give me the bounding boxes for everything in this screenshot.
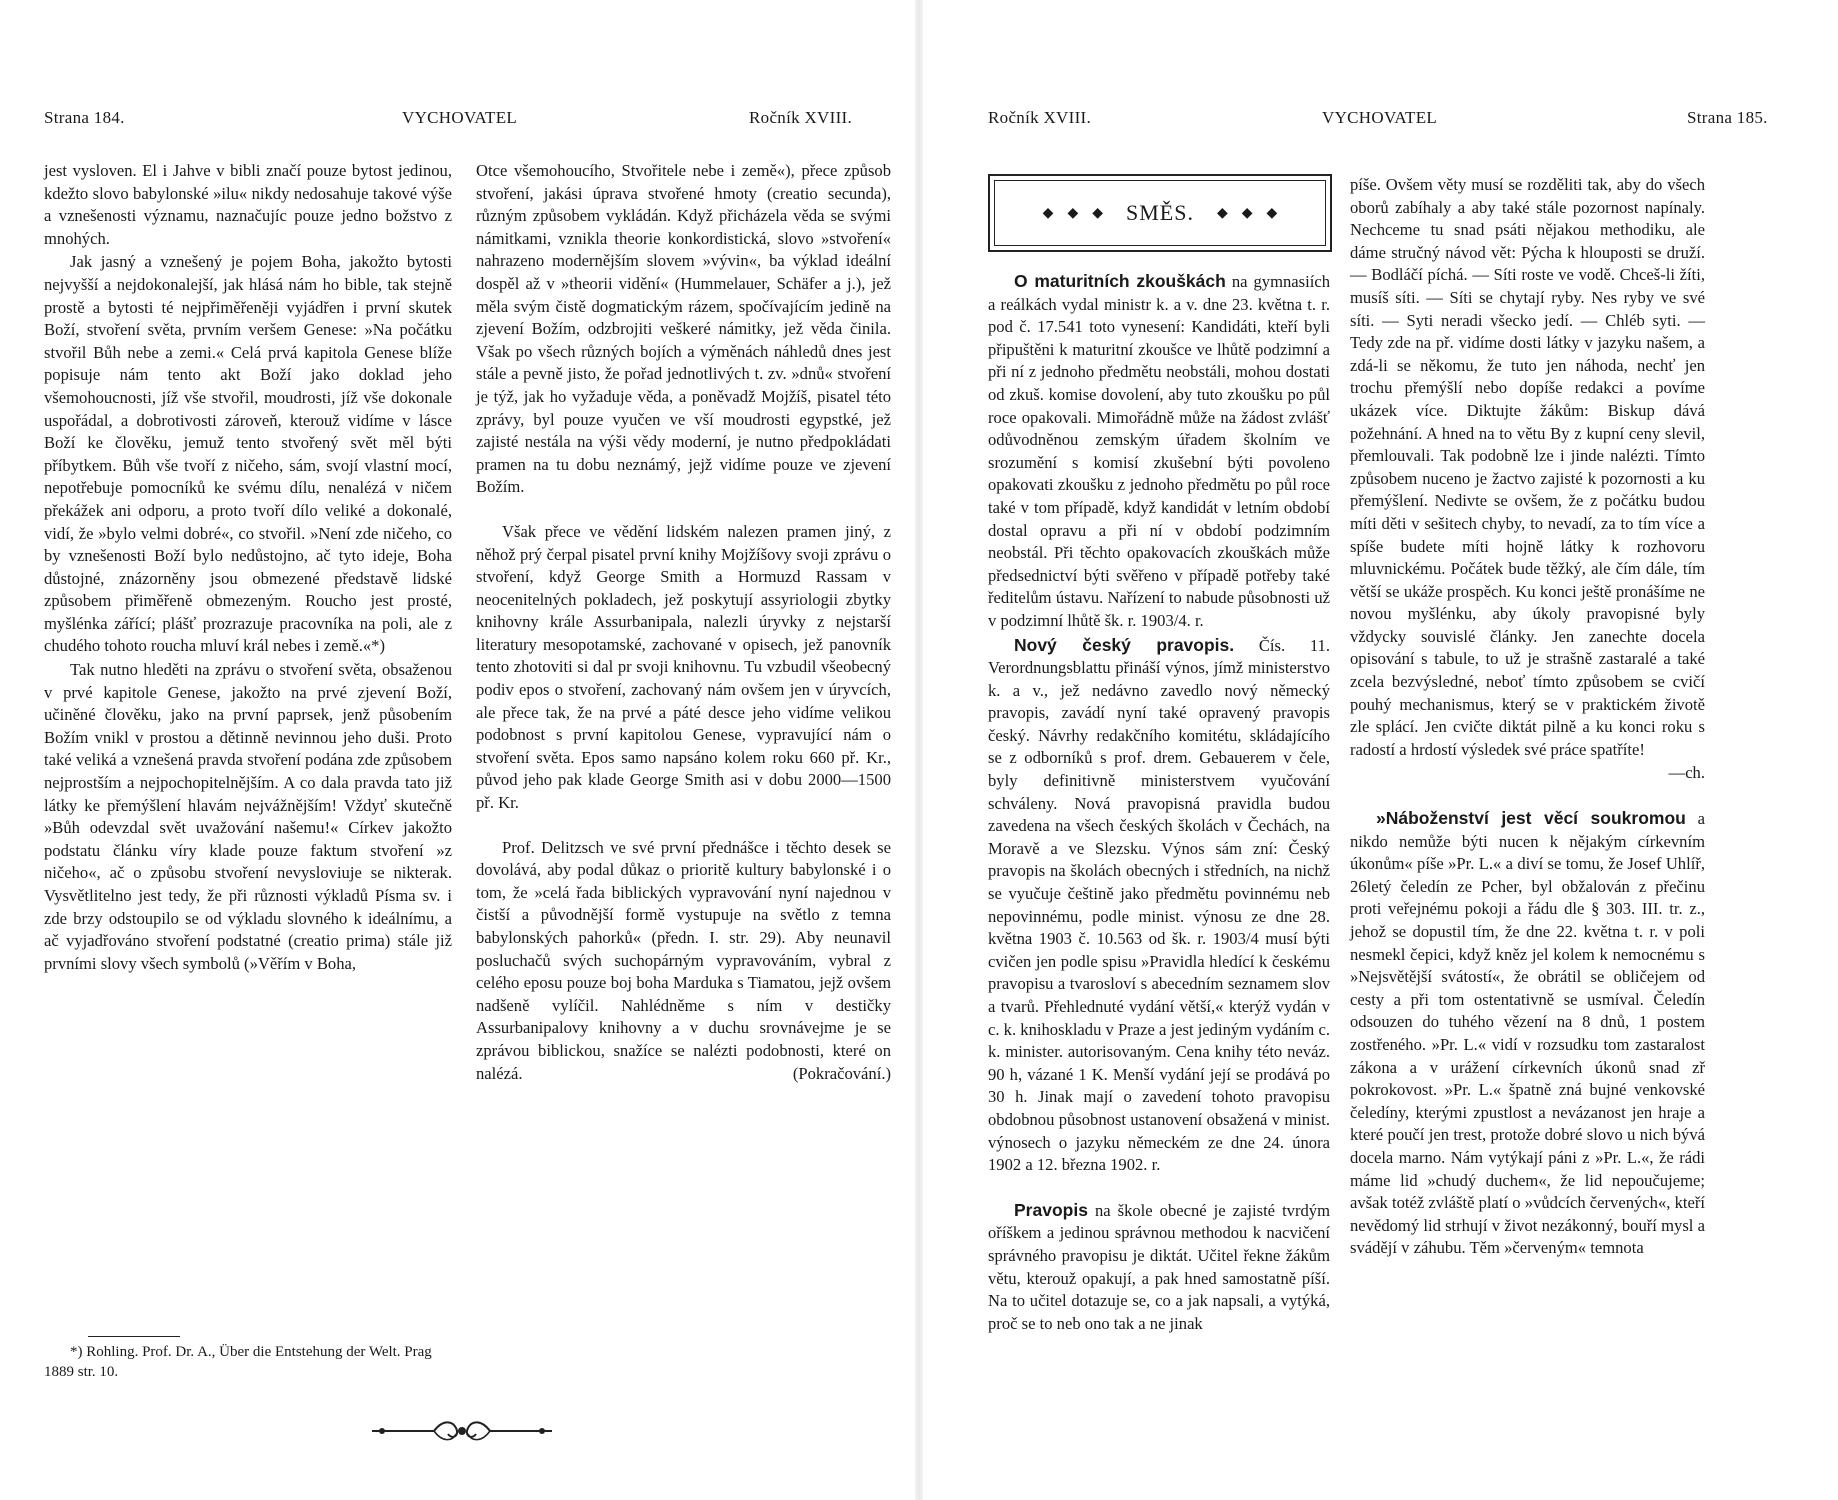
paragraph bbox=[1350, 807, 1705, 1260]
diamond-ornament-icon: ◆ bbox=[1216, 205, 1228, 221]
paragraph-text: na gymnasiích a reálkách vydal ministr k. a v. dne 23. května t. r. pod č. 17.541 toto vynesení: Kandidáti, kteří byli připuštěni k maturitní zkoušce ve lhůtě podzimní a při ní z jednoho předmětu neobstáli, mohou dostati od zkuš. komise dovolení, aby tuto zkoušku po půl roce opakovali. Mimořádně může na žádost zvlášť odůvodněnou zemským úřadem školním ve srozumění s komisí zkušební býti povoleno opakovati zkoušku z jednoho předmětu po půl roce také v tom případě, když kandidát v letním období dostal opravu a při ní v období podzimním neobstál. Při těchto opakovacích zkouškách může předsednictví býti svěřeno v případě potřeby také ředitelům ústavu. Nařízení to nabude působnosti už v podzimní lhůtě šk. r. 1903/4. r. bbox=[988, 272, 1331, 630]
paragraph: Otce všemohoucího, Stvořitele nebe i země«), přece způsob stvoření, jakási úprava stvořené hmoty (creatio secunda), různým způsobem vykládán. Když přicházela věda se svými námitkami, vznikla theorie konkordistická, slovo »stvoření« nahrazeno modernějším slovem »vývin«, ba výklad ideální dospěl až v »theorii vidění« (Hummelauer, Schäfer a j.), jež měla svým čistě dogmatickým rázem, spočívajícím jedině na zjevení Božím, odzbrojiti veškeré námitky, jež věda činila. Však po všech různých bojích a výměnách náhledů dnes jest stále a pevně jisto, že pořad jednotlivých t. zv. »dnů« stvoření je týž, jak ho vyžaduje věda, a poněvadž Mojžíš, pisatel této zprávy, byl pouze vyučen ve vší moudrosti egypstké, jež zajisté nestála na výši vědy moderní, je nutno předpokládati pramen na tu dobu neznámý, jejž vidíme pouze ve zjevení Božím. bbox=[476, 161, 891, 497]
right-column-1 bbox=[988, 270, 1330, 1335]
page-number-right: Strana 185. bbox=[1687, 108, 1768, 127]
journal-title-left: VYCHOVATEL bbox=[402, 108, 518, 127]
paragraph-text: a nikdo nemůže býti nucen k nějakým církevním úkonům« píše »Pr. L.« a diví se tomu, že Josef Uhlíř, 26letý čeledín ze Pcher, byl obžalován z přečinu proti veřejnému pokoji a řádu dle § 303. III. tr. z., jehož se dopustil tím, že dne 22. května t. r. v poli nesmekl čepici, když kněz jel kolem k nemocnému s »Nejsvětější svátostí«, že obrátil se obličejem od cesty a při tom ostentativně se usmíval. Čeledín odsouzen do tuhého vězení na 8 dnů, 1 postem zostřeného. »Pr. L.« vidí v rozsudku tom zastaralost zákona a v urážení církevních úkonů snad zř pokrokovost. »Pr. L.« špatně zná bujné venkovské čeledíny, kterými zpustlost a nevázanost jen hraje a které poučí jen trest, protože dobré slovo u nich bývá docela marno. Nám vytýkají páni z »Pr. L.«, že rádi máme lid »chudý duchem«, že lid nepoučujeme; avšak totéž zvláště platí o »vůdcích červených«, kteří nevědomý lid strhují v život nezákonný, bouří mysl a svádějí v záhubu. Těm »červeným« temnota bbox=[1350, 809, 1706, 1258]
section-header-inner bbox=[994, 180, 1326, 246]
author-signature: —ch. bbox=[1668, 763, 1705, 783]
section-title: SMĚS. bbox=[1126, 200, 1194, 225]
volume-right: Ročník XVIII. bbox=[988, 108, 1092, 127]
footnote-text: *) Rohling. Prof. Dr. A., Über die Entstehung der Welt. Prag 1889 str. 10. bbox=[44, 1344, 432, 1380]
paragraph bbox=[988, 634, 1330, 1177]
footnote-rule bbox=[88, 1336, 180, 1337]
diamond-ornament-icon: ◆ bbox=[1241, 205, 1253, 221]
continued-note: (Pokračování.) bbox=[792, 1063, 891, 1083]
paragraph-text: Čís. 11. Verordnungsblattu přináší výnos, jímž ministerstvo k. a v., jež nedávno zavedlo nový německý pravopis, zavádí nyní také opravený pravopis český. Návrhy redakčního komitétu, skládajícího se z odborníků s prof. drem. Gebauerem v čele, byly definitivně ministerstvem vyučování schváleny. Nová pravopisná pravidla budou zavedena na všech českých školách v Čechách, na Moravě a ve Slezsku. Výnos sám zní: Český pravopis na školách obecných i středních, na nichž se vyučuje češtině jako předmětu povinnému neb nepovinnému, podle minist. výnosu ze dne 28. května 1903 č. 10.563 od šk. r. 1903/4 musí býti cvičen jen podle spisu »Pravidla hledící k českému pravopisu a tvarosloví s abecedním seznamem slov a tvarů. Přehlednuté vydání větší,« kterýž vydán v c. k. knihoskladu v Praze a jest jediným vydáním c. k. minister. autorisovaným. Cena knihy této neváz. 90 h, vázané 1 K. Menší vydání její se prodává po 30 h. Jinak mají o zavedení tohoto pravopisu obdobnou působnost ustanovení obsažená v minist. výnosech o jazyku německém ze dne 24. února 1902 a 12. března 1902. r. bbox=[988, 635, 1330, 1175]
paragraph-lead: »Náboženství jest věcí soukromou bbox=[1376, 808, 1686, 829]
paragraph-lead: Pravopis bbox=[1014, 1199, 1088, 1220]
volume-left: Ročník XVIII. bbox=[749, 108, 853, 127]
paragraph bbox=[988, 1199, 1330, 1336]
diamond-ornament-icon: ◆ bbox=[1092, 205, 1103, 221]
paragraph-lead: O maturitních zkouškách bbox=[1014, 271, 1226, 291]
paragraph bbox=[476, 837, 891, 1086]
paragraph-text: Prof. Delitzsch ve své první přednášce i těchto desek se dovolává, aby podal důkaz o prioritě kultury babylonské i o tom, že »celá řada biblických vypravování nyní najednou v čistší a původnější formě vystupuje na světlo z temna babylonských pahorků« (předn. I. str. 29). Aby neunavil posluchačů svých suchopárným vypravováním, vybral z celého eposu pouze boj boha Marduka s Tiamatou, jejž ovšem nadšeně vylíčil. Nahlédněme s ním v destičky Assurbanipalovy knihovny a v duchu srovnávejme je se zprávou biblickou, snažíce se nalézti podobnosti, které on nalézá. bbox=[476, 837, 891, 1083]
diamond-ornament-icon: ◆ bbox=[1067, 205, 1079, 221]
paragraph: Tak nutno hleděti na zprávu o stvoření světa, obsaženou v prvé kapitole Genese, jakožto na prvé zjevení Boží, učiněné člověku, jako na první paprsek, jenž působením Božím vnikl v prostou a dětinně nevinnou jeho duši. Proto také veliká a vznešená pravda stvoření podána zde způsobem nejprostším a nejpochopitelnějším. A co dala pravda tato již látky ke přemýšlení hlavám nejvážnějším! Vždyť skutečně »Bůh odevzdal svět uvažování našemu!« Církev jakožto podstatu článku víry klade pouze faktum stvoření »z ničeho«, ač o způsobu stvoření nevysloviuje se nikterak. Vysvětlitelno jest tedy, že při různosti výkladů Písma sv. i zde brzy odstoupilo se od výkladu slovného k ideálnímu, a ač vyjadřováno stvoření podstatné (creatio prima) stále již prvními slovy všech symbolů (»Věřím v Boha, bbox=[44, 660, 452, 973]
page-number-left: Strana 184. bbox=[44, 108, 125, 127]
section-header-box bbox=[988, 174, 1332, 252]
paragraph: Jak jasný a vznešený je pojem Boha, jakožto bytosti nejvyšší a nejdokonalejší, jak hlásá nám ho bible, tak stejně prostě a bytosti té nejpřiměřeněji vyjádřen i první skutek Boží, stvoření světa, prvním veršem Genese: »Na počátku stvořil Bůh nebe a zemi.« Celá prvá kapitola Genese blíže popisuje nám tento akt Boží jako doklad jeho všemohoucnosti, jíž vše stvořil, moudrosti, jíž vše dokonale uspořádal, a dobrotivosti zároveň, kterouž vidíme v lásce Boží ke člověku, jemuž tento stvořený svět měl býti příbytkem. Bůh vše tvoří z ničeho, sám, svojí vlastní mocí, nepotřebuje pomocníků ke svému dílu, nenalézá v ničem překážek ani odporu, a proto tvoří dílo veliké a dokonalé, vidí, že »bylo velmi dobré«, co stvořil. »Není zde ničeho, co by vznešenosti Boží bylo nedůstojno, ač tyto ideje, Boha důstojné, znázorněny jsou obmezené představě lidské způsobem přiměřeně obmezeným. Roucho jest prosté, myšlénka zářící; plášť prozrazuje pracovníka na poli, ale z chudého tohoto roucha mluví král nebes i země.«*) bbox=[44, 252, 452, 656]
paragraph: Však přece ve vědění lidském nalezen pramen jiný, z něhož prý čerpal pisatel první knihy Mojžíšovy svoji zprávu o stvoření, když George Smith a Hormuzd Rassam v neocenitelných pokladech, jež poskytují assyriologii zbytky knihovny krále Assurbanipala, nalezli úryvky z nejstarší literatury mesopotamské, zachované v opisech, jež panovník tento zhotoviti si dal pr svoji knihovnu. Tu vzbudil všeobecný podiv epos o stvoření, zachovaný nám ovšem jen v úryvcích, ale přece tak, že na prvé a páté desce jeho vidíme velikou podobnost s první kapitolou Genese, vypravující nám o stvoření světa. Epos samo napsáno kolem roku 660 př. Kr., původ jeho pak klade George Smith asi v dobu 2000—1500 př. Kr. bbox=[476, 521, 891, 813]
paragraph bbox=[988, 270, 1330, 633]
paragraph: jest vysloven. El i Jahve v bibli značí pouze bytost jedinou, kdežto slovo babylonské »ilu« nikdy nedosahuje takové výše a vznešenosti významu, naznačujíc pouze jedno božstvo z mnohých. bbox=[44, 161, 452, 248]
paragraph-lead: Nový český pravopis. bbox=[1014, 634, 1235, 655]
paragraph: píše. Ovšem věty musí se rozděliti tak, aby do všech oborů zabíhaly a aby také stále pozornost napínaly. Nechceme tu snad psáti nějakou methodiku, ale dáme stručný návod vět: Pýcha k hlouposti se druží. — Bodláčí píchá. — Síti roste ve vodě. Chceš-li žíti, musíš síti. — Síti se chytají ryby. Nes ryby ve své síti. — Syti neradi všecko jedí. — Chléb syti. — Tedy zde na př. vidíme dosti látky v jazyku našem, a zdá-li se někomu, že tuto jen náhoda, nechť jen trochu přemýšlí nebo dopíše redakci a povíme ukázek více. Diktujte žákům: Biskup dává požehnání. A hned na to větu By z kupní ceny slevil, přemlouvali. Tak podobně lze i jinde nalézti. Tímto způsobem nuceno je žactvo zajisté k pozornosti a ku přemýšlení. Nedivte se ovšem, že z počátku budou míti děti v sešitech chyby, to nevadí, za to tím více a spíše budete míti hojně látky k rozhovoru mluvnickému. Počátek bude těžký, ale čím dále, tím větší se ukáže prospěch. Ku konci ještě pronášíme ne novou myšlénku, aby úkoly pravopisné byly vždycky souvislé články. Jen zanechte docela opisování s tabule, to už je strašně zastaralé a také zcela bezvýsledné, neboť tímto způsobem se cvičí pouhý mechanismus, který se v praktickém životě zle splácí. Jen cvičte diktát pilně a ku konci roku s radostí a hrdostí výsledek své práce spatříte! bbox=[1350, 175, 1705, 759]
left-column-2 bbox=[476, 160, 891, 1085]
diamond-ornament-icon: ◆ bbox=[1266, 205, 1278, 221]
diamond-ornament-icon: ◆ bbox=[1042, 205, 1054, 221]
left-column-1 bbox=[44, 160, 452, 975]
vine-ornament-icon bbox=[372, 1418, 552, 1444]
paragraph-text: na škole obecné je zajisté tvrdým oříškem a jedinou správnou methodou k nacvičení správného pravopisu je diktát. Učitel řekne žákům větu, kterouž opakují, a pak hned samostatně píší. Na to učitel dotazuje se, co a jak napsali, a vytýká, proč se to neb ono tak a ne jinak bbox=[988, 1200, 1330, 1333]
right-column-2 bbox=[1350, 174, 1705, 1260]
journal-title-right: VYCHOVATEL bbox=[1322, 108, 1438, 127]
footnote bbox=[44, 1342, 452, 1382]
